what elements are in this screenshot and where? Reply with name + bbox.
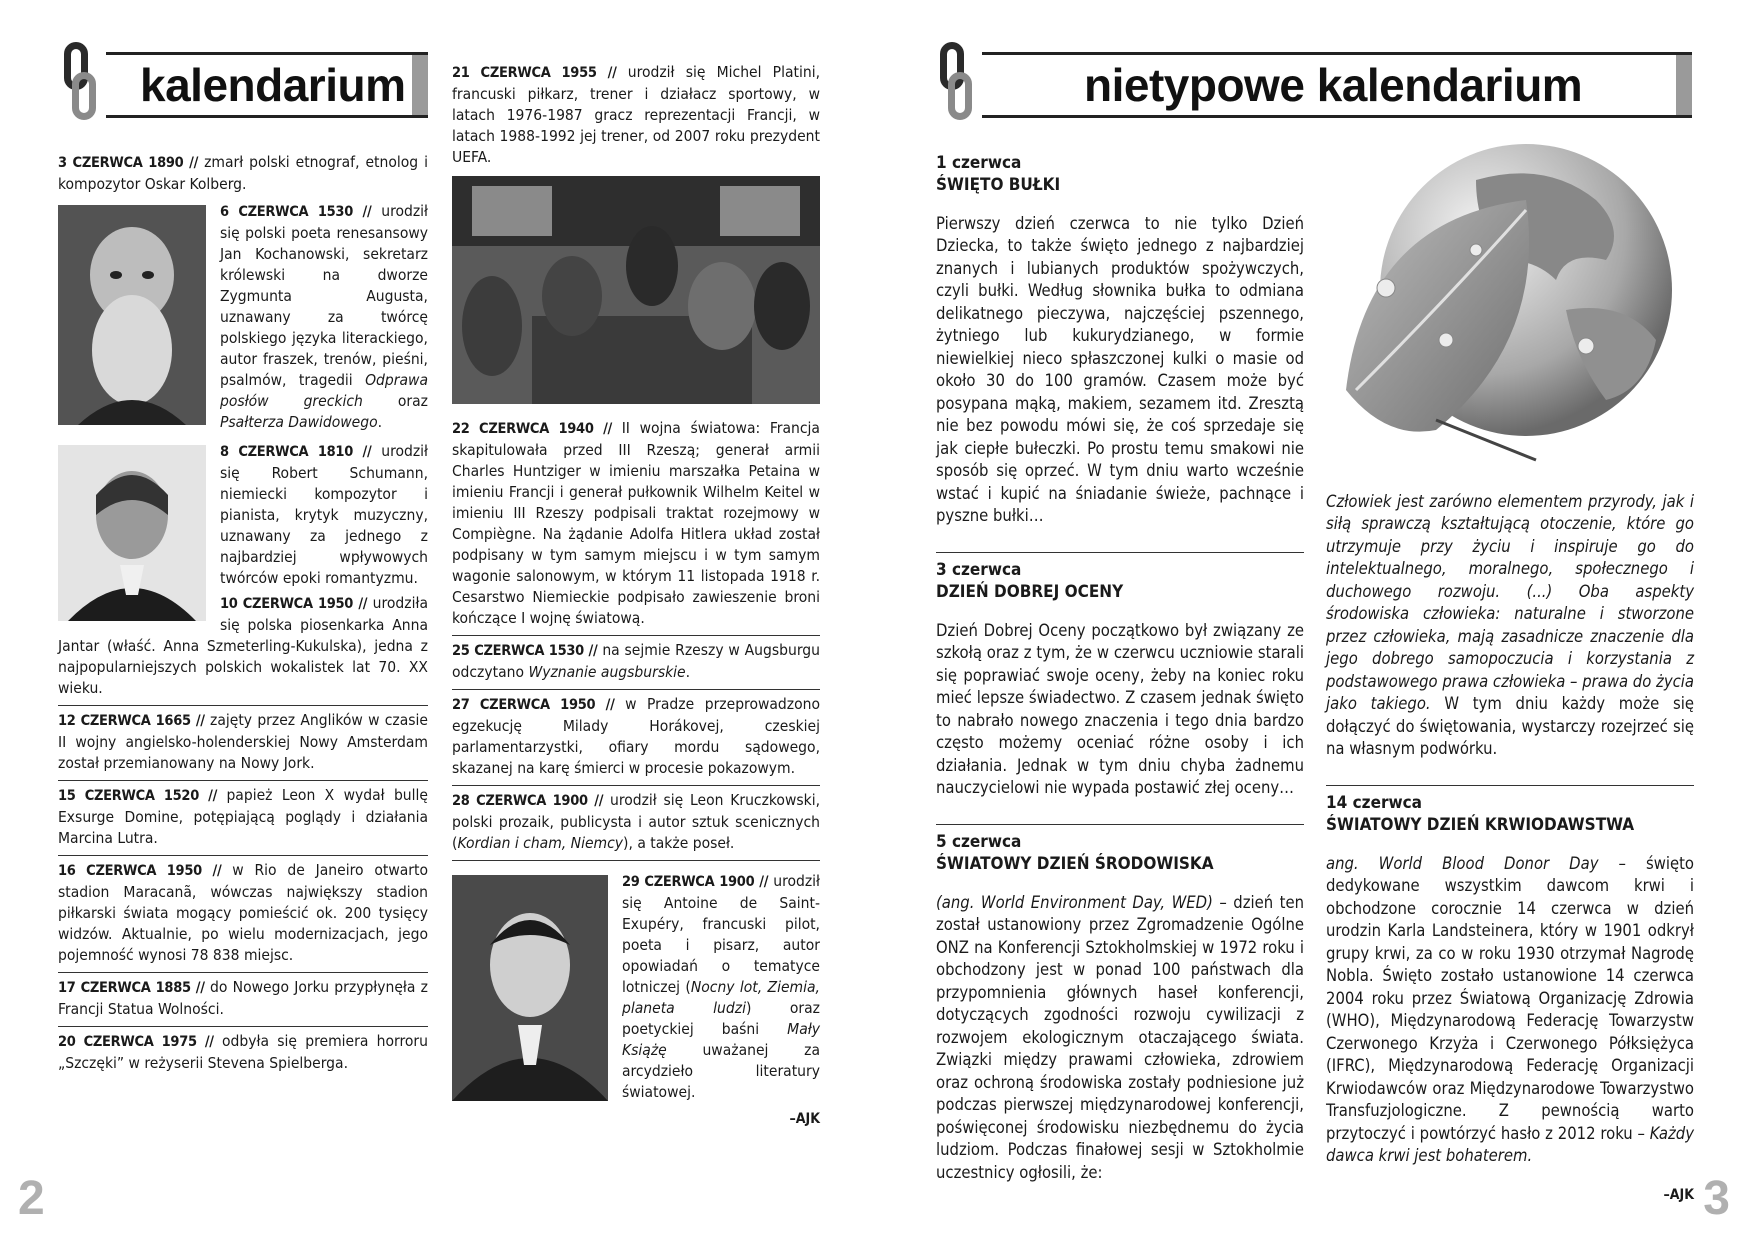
calendar-entry: 6 CZERWCA 1530 // urodził się polski poeta renesansowy Jan Kochanowski, sekretarz królewski na dworze Zygmunta Augusta, uznawany za twórcę polskiego języka literackiego, autor fraszek, trenów, pieśni, psalmów, tragedii Odprawa posłów greckich oraz Psałterza Dawidowego. bbox=[58, 197, 428, 437]
calendar-entry: 17 CZERWCA 1885 // do Nowego Jorku przypłynęła z Francji Statua Wolności. bbox=[58, 973, 428, 1027]
globe-leaf-illustration bbox=[1326, 140, 1694, 470]
calendar-entry: 3 CZERWCA 1890 // zmarł polski etnograf, etnolog i kompozytor Oskar Kolberg. bbox=[58, 153, 428, 193]
calendar-entry: 15 CZERWCA 1520 // papież Leon X wydał bullę Exsurge Domine, potępiającą poglądy i działania Marcina Lutra. bbox=[58, 781, 428, 856]
schumann-portrait bbox=[58, 445, 206, 621]
page-number: 3 bbox=[1703, 1172, 1730, 1225]
author-signature: –AJK bbox=[1663, 1187, 1694, 1203]
page-title-bar bbox=[982, 52, 1692, 118]
page-number: 2 bbox=[18, 1172, 45, 1225]
calendar-entry: 21 CZERWCA 1955 // urodził się Michel Platini, francuski piłkarz, trener i działacz sportowy, w latach 1976-1987 gracz reprezentacji Francji, w latach 1988-1992 jej trener, od 2007 roku prezydent UEFA. bbox=[452, 63, 820, 166]
calendar-entry: 25 CZERWCA 1530 // na sejmie Rzeszy w Augsburgu odczytano Wyznanie augsburskie. bbox=[452, 636, 820, 690]
calendar-entry: 28 CZERWCA 1900 // urodził się Leon Kruczkowski, polski prozaik, publicysta i autor sztuk scenicznych (Kordian i cham, Niemcy), a także poseł. bbox=[452, 786, 820, 861]
environment-quote: Człowiek jest zarówno elementem przyrody, jak i siłą sprawczą kształtującą otoczenie, które go utrzymuje przy życiu i inspiruje go do intelektualnego, moralnego, społecznego i duchowego rozwoju. (...) Oba aspekty środowiska człowieka: naturalne i stworzone przez człowieka, mają zasadnicze znaczenie dla jego dobrego samopoczucia i korzystania z podstawowego prawa człowieka – prawa do życia jako takiego. bbox=[1326, 491, 1694, 713]
calendar-entry: 29 CZERWCA 1900 // urodził się Antoine de Saint-Exupéry, francuski pilot, poeta i pisarz, autor opowiadań o tematyce lotniczej (Nocny lot, Ziemia, planeta ludzi) oraz poetyckiej baśni Mały Książę uważanej za arcydzieło literatury światowej. –AJK bbox=[452, 861, 820, 1136]
page-title-bar bbox=[106, 52, 428, 118]
holiday-section: 14 czerwca ŚWIATOWY DZIEŃ KRWIODAWSTWA ang. World Blood Donor Day – święto dedykowane wszystkim dawcom krwi i obchodzone corocznie 14 czerwca w dzień urodzin Karla Landsteinera, który w 1901 odkrył grupy krwi, za co w roku 1930 otrzymał Nagrodę Nobla. Święto zostało ustanowione 14 czerwca 2004 roku przez Światową Organizację Zdrowia (WHO), Międzynarodową Federację Towarzystw Czerwonego Krzyża i Czerwonego Półksiężyca (IFRC), Międzynarodową Federację Organizacji Krwiodawców oraz Międzynarodowe Towarzystwo Transfuzjologiczne. Z pewnością warto przytoczyć i powtórzyć hasło z 2012 roku – Każdy dawca krwi jest bohaterem. –AJK bbox=[1326, 786, 1694, 1215]
magazine-logo-icon bbox=[934, 42, 980, 122]
left-column-1 bbox=[58, 148, 428, 1080]
calendar-entry: 10 CZERWCA 1950 // urodziła się polska piosenkarka Anna Jantar (właść. Anna Szmeterling-Kukulska), jedna z najpopularniejszych polskich wokalistek lat 70. XX wieku. bbox=[58, 589, 428, 706]
holiday-section: 3 czerwca DZIEŃ DOBREJ OCENY Dzień Dobrej Oceny początkowo był związany ze szkołą oraz z tym, że w czerwcu uczniowie starali się poprawiać swoje oceny, żeby na koniec roku mieć lepsze świadectwo. Z czasem jednak święto to nabrało nowego znaczenia i tego dnia bardzo często możemy oceniać różne osoby i ich działania. Jednak w tym dniu chyba żadnemu nauczycielowi nie wypada postawić złej oceny… bbox=[936, 553, 1304, 825]
page-title: nietypowe kalendarium bbox=[1084, 59, 1583, 111]
title-accent bbox=[412, 55, 428, 115]
calendar-entry: 12 CZERWCA 1665 // zajęty przez Anglików w czasie II wojny angielsko-holenderskiej Nowy Amsterdam został przemianowany na Nowy Jork. bbox=[58, 706, 428, 781]
calendar-entry: 22 CZERWCA 1940 // II wojna światowa: Francja skapitulowała przed III Rzeszą; generał armii Charles Huntziger w imieniu marszałka Petaina w imieniu Francji i generał pułkownik Wilhelm Keitel w imieniu III Rzeszy podpisali traktat rozejmowy w Compiègne. Na żądanie Adolfa Hitlera układ został podpisany w tym samym miejscu i w tym samym wagonie salonowym, w którym 11 listopada 1918 r. Cesarstwo Niemieckie podpisało zawieszenie broni kończące I wojnę światową. bbox=[452, 414, 820, 636]
author-signature: –AJK bbox=[789, 1111, 820, 1127]
holiday-section: 5 czerwca ŚWIATOWY DZIEŃ ŚRODOWISKA (ang. World Environment Day, WED) – dzień ten został ustanowiony przez Zgromadzenie Ogólne ONZ na Konferencji Sztokholmskiej w 1972 roku i obchodzony jest w ponad 100 państwach dla przypomnienia głównych haseł konferencji, dotyczących zgodności rozwoju cywilizacji z rozwojem ekologicznym otaczającego świata. Związki między prawami człowieka, zdrowiem oraz ochroną środowiska zostały podniesione już podczas pierwszej międzynarodowej konferencji, poświęconej środowisku niezbędnemu do życia ludziom. Podczas finałowej sesji w Sztokholmie uczestnicy ogłosili, że: bbox=[936, 832, 1304, 1182]
right-column-2 bbox=[1326, 140, 1694, 1215]
left-column-2 bbox=[452, 58, 820, 1136]
right-column-1 bbox=[936, 146, 1304, 1209]
holiday-section: 1 czerwca ŚWIĘTO BUŁKI Pierwszy dzień czerwca to nie tylko Dzień Dziecka, to także święto jednego z najbardziej znanych i lubianych produktów spożywczych, czyli bułki. Według słownika bułka to odmiana delikatnego pieczywa, najczęściej pszennego, żytniego lub kukurydzianego, w formie niewielkiej nieco spłaszczonej kulki o masie od około 30 do 100 gramów. Czasem może być posypana mąką, makiem, sezamem itd. Zresztą nie bez powodu mówi się, że coś sprzedaje się jak ciepłe bułeczki. Po prostu temu smakowi nie sposób się oprzeć. W tym dniu warto wcześnie wstać i kupić na śniadanie świeże, pachnące i pyszne bułki… bbox=[936, 146, 1304, 553]
title-accent bbox=[1676, 55, 1692, 115]
calendar-entry: 8 CZERWCA 1810 // urodził się Robert Schumann, niemiecki kompozytor i pianista, krytyk muzyczny, uznawany za jednego z najbardziej wpływowych twórców epoki romantyzmu. bbox=[58, 437, 428, 589]
right-page bbox=[874, 0, 1748, 1240]
calendar-entry: 16 CZERWCA 1950 // w Rio de Janeiro otwarto stadion Maracanã, wówczas największy stadion piłkarski świata mogący pomieścić ok. 200 tysięcy widzów. Aktualnie, po wielu modernizacjach, jego pojemność wynosi 78 838 miejsc. bbox=[58, 856, 428, 973]
quote-section: Człowiek jest zarówno elementem przyrody, jak i siłą sprawczą kształtującą otoczenie, które go utrzymuje przy życiu i inspiruje go do intelektualnego, moralnego, społecznego i duchowego rozwoju. (...) Oba aspekty środowiska człowieka: naturalne i stworzone przez człowieka, mają zasadnicze znaczenie dla jego dobrego samopoczucia i korzystania z podstawowego prawa człowieka – prawa do życia jako takiego. W tym dniu każdy może się dołączyć do świętowania, wystarczy rozejrzeć się na własnym podwórku. bbox=[1326, 470, 1694, 786]
calendar-entry: 27 CZERWCA 1950 // w Pradze przeprowadzono egzekucję Milady Horákovej, czeskiej parlamentarzystki, ofiary mordu sądowego, skazanej na karę śmierci w procesie pokazowym. bbox=[452, 690, 820, 786]
magazine-logo-icon bbox=[58, 42, 104, 122]
calendar-entry: 20 CZERWCA 1975 // odbyła się premiera horroru „Szczęki” w reżyserii Stevena Spielberga. bbox=[58, 1032, 428, 1072]
compiegne-armistice-photo bbox=[452, 176, 820, 404]
page-title: kalendarium bbox=[140, 59, 406, 111]
saint-exupery-photo bbox=[452, 875, 608, 1101]
kochanowski-portrait bbox=[58, 205, 206, 425]
